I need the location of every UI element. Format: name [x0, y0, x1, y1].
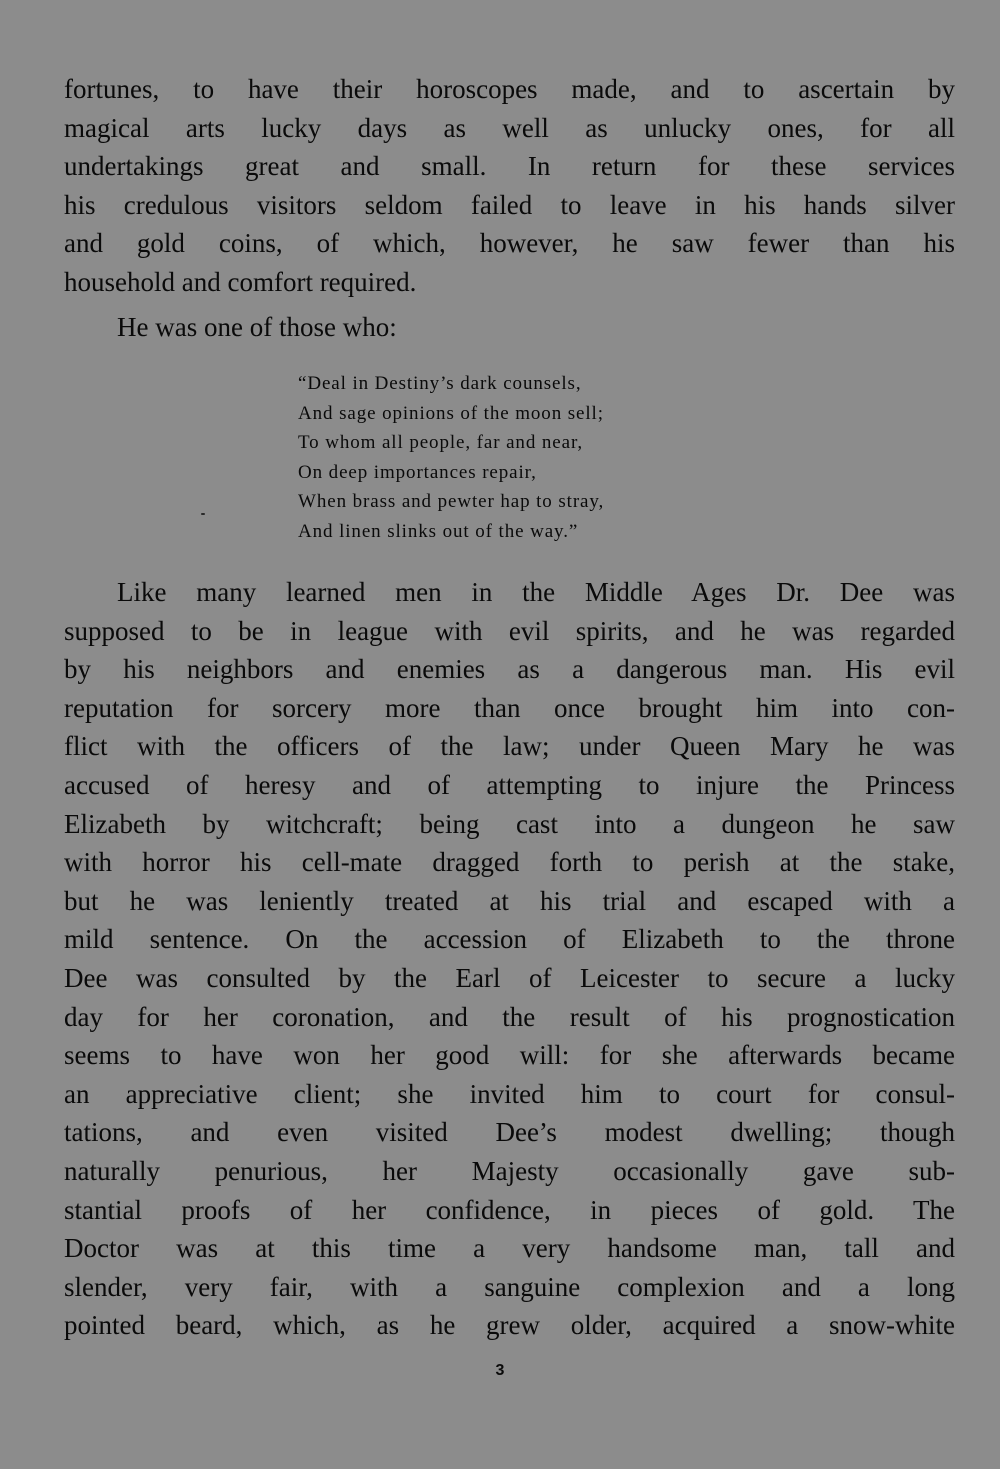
- text-line: naturally penurious, her Majesty occasionally gave sub-: [64, 1155, 955, 1186]
- text-line: by his neighbors and enemies as a dangerous man. His evil: [64, 654, 955, 685]
- page-number: 3: [495, 1362, 505, 1379]
- text-line: Doctor was at this time a very handsome man, tall and: [64, 1233, 955, 1264]
- text-line: seems to have won her good will: for she afterwards became: [64, 1040, 955, 1071]
- text-line: slender, very fair, with a sanguine complexion and a long: [64, 1271, 955, 1302]
- verse-line: To whom all people, far and near,: [298, 432, 584, 454]
- text-line: Like many learned men in the Middle Ages Dr. Dee was: [117, 577, 955, 607]
- intro-paragraph: [64, 70, 955, 302]
- main-paragraph: [64, 573, 955, 1345]
- verse-line: And linen slinks out of the way.”: [298, 520, 579, 542]
- text-line: day for her coronation, and the result of his prognostication: [64, 1001, 955, 1032]
- verse-quotation: [298, 369, 604, 547]
- text-line: tations, and even visited Dee’s modest dwelling; though: [64, 1117, 955, 1148]
- text-line: fortunes, to have their horoscopes made, and to ascertain by: [64, 74, 955, 104]
- text-line: Elizabeth by witchcraft; being cast into a dungeon he saw: [64, 808, 955, 839]
- text-line: stantial proofs of her confidence, in pieces of gold. The: [64, 1194, 955, 1225]
- text-line: Dee was consulted by the Earl of Leicester to secure a lucky: [64, 962, 955, 993]
- text-line: supposed to be in league with evil spirits, and he was regarded: [64, 615, 955, 646]
- text-line: his credulous visitors seldom failed to leave in his hands silver: [64, 189, 955, 220]
- text-line: pointed beard, which, as he grew older, acquired a snow-white: [64, 1310, 955, 1341]
- verse-lead-in: He was one of those who:: [117, 312, 397, 342]
- verse-line: “Deal in Destiny’s dark counsels,: [298, 373, 582, 394]
- text-line: magical arts lucky days as well as unlucky ones, for all: [64, 112, 955, 143]
- text-line: but he was leniently treated at his trial and escaped with a: [64, 885, 955, 916]
- text-line: with horror his cell-mate dragged forth to perish at the stake,: [64, 847, 955, 878]
- print-speck: [201, 513, 205, 515]
- text-line: flict with the officers of the law; under Queen Mary he was: [64, 731, 955, 762]
- verse-line: When brass and pewter hap to stray,: [298, 491, 605, 513]
- text-line: household and comfort required.: [64, 266, 417, 297]
- text-line: reputation for sorcery more than once brought him into con-: [64, 692, 955, 723]
- verse-line: On deep importances repair,: [298, 461, 537, 483]
- text-line: undertakings great and small. In return for these services: [64, 151, 955, 182]
- text-line: an appreciative client; she invited him to court for consul-: [64, 1078, 955, 1109]
- verse-line: And sage opinions of the moon sell;: [298, 402, 604, 424]
- text-line: mild sentence. On the accession of Elizabeth to the throne: [64, 924, 955, 955]
- text-line: and gold coins, of which, however, he saw fewer than his: [64, 228, 955, 259]
- text-line: accused of heresy and of attempting to injure the Princess: [64, 769, 955, 800]
